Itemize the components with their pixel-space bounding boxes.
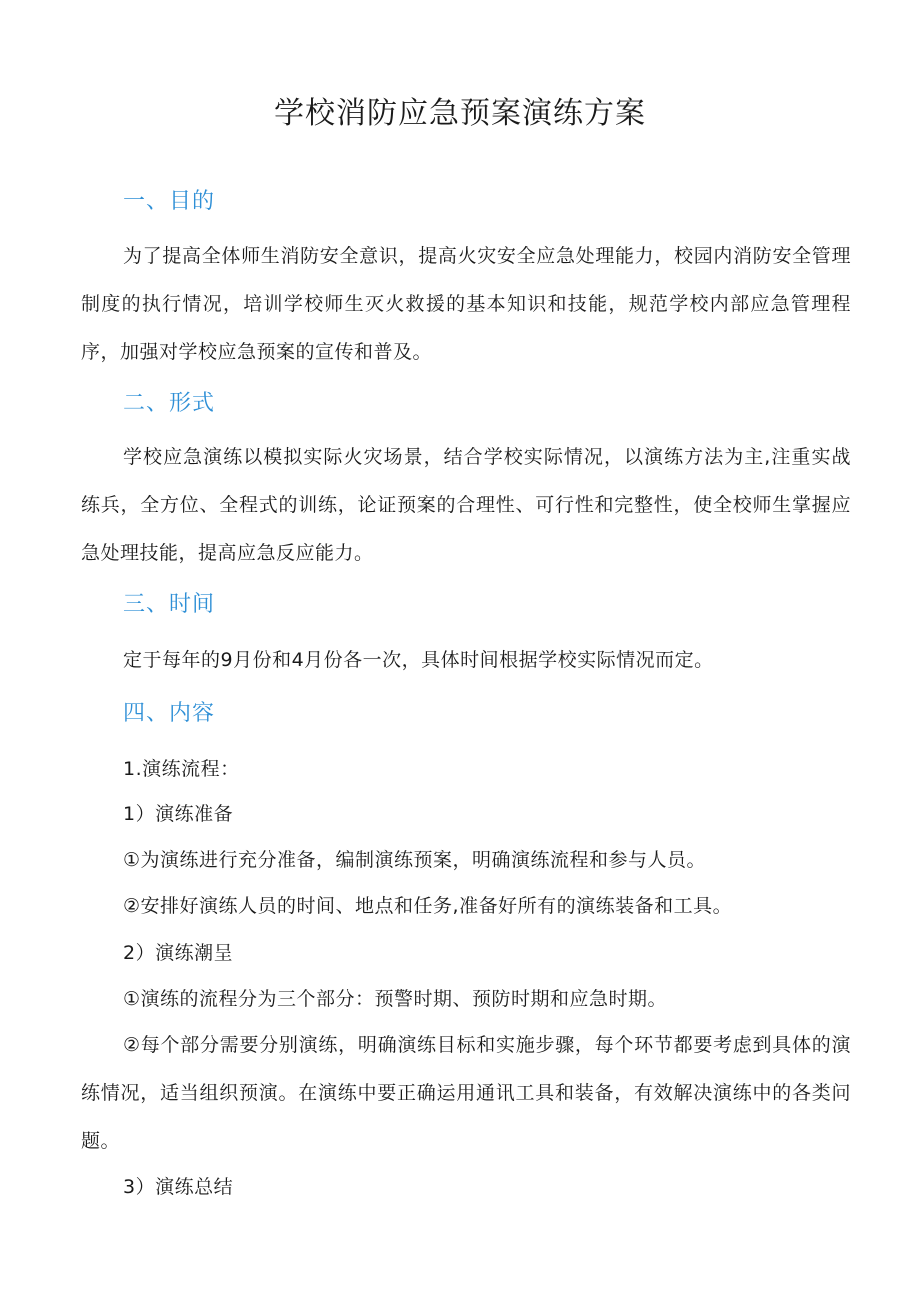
content-line: ②安排好演练人员的时间、地点和任务,准备好所有的演练装备和工具。 bbox=[123, 895, 733, 917]
content-line: ①演练的流程分为三个部分：预警时期、预防时期和应急时期。 bbox=[123, 988, 668, 1010]
section-heading-time: 三、时间 bbox=[123, 592, 216, 617]
content-line: 3）演练总结 bbox=[123, 1176, 234, 1198]
section-heading-purpose: 一、目的 bbox=[123, 189, 216, 214]
section-paragraph-purpose: 为了提高全体师生消防安全意识，提高火灾安全应急处理能力，校园内消防安全管理制度的执行情况，培训学校师生灭火救援的基本知识和技能，规范学校内部应急管理程序，加强对学校应急预案的宣传和普及。 bbox=[81, 245, 851, 363]
content-line: 1.演练流程： bbox=[123, 758, 240, 780]
section-heading-content: 四、内容 bbox=[123, 701, 216, 726]
content-paragraph: ②每个部分需要分别演练，明确演练目标和实施步骤，每个环节都要考虑到具体的演练情况，适当组织预演。在演练中要正确运用通讯工具和装备，有效解决演练中的各类问题。 bbox=[81, 1034, 851, 1152]
content-line: ①为演练进行充分准备，编制演练预案，明确演练流程和参与人员。 bbox=[123, 849, 707, 871]
document-title: 学校消防应急预案演练方案 bbox=[274, 96, 646, 131]
section-heading-form: 二、形式 bbox=[123, 391, 216, 416]
content-line: 2）演练潮呈 bbox=[123, 942, 234, 964]
content-line: 1）演练准备 bbox=[123, 803, 234, 825]
section-paragraph-time: 定于每年的9月份和4月份各一次，具体时间根据学校实际情况而定。 bbox=[123, 649, 714, 671]
section-paragraph-form: 学校应急演练以模拟实际火灾场景，结合学校实际情况，以演练方法为主,注重实战练兵，全方位、全程式的训练，论证预案的合理性、可行性和完整性，使全校师生掌握应急处理技能，提高应急反应能力。 bbox=[81, 446, 851, 564]
